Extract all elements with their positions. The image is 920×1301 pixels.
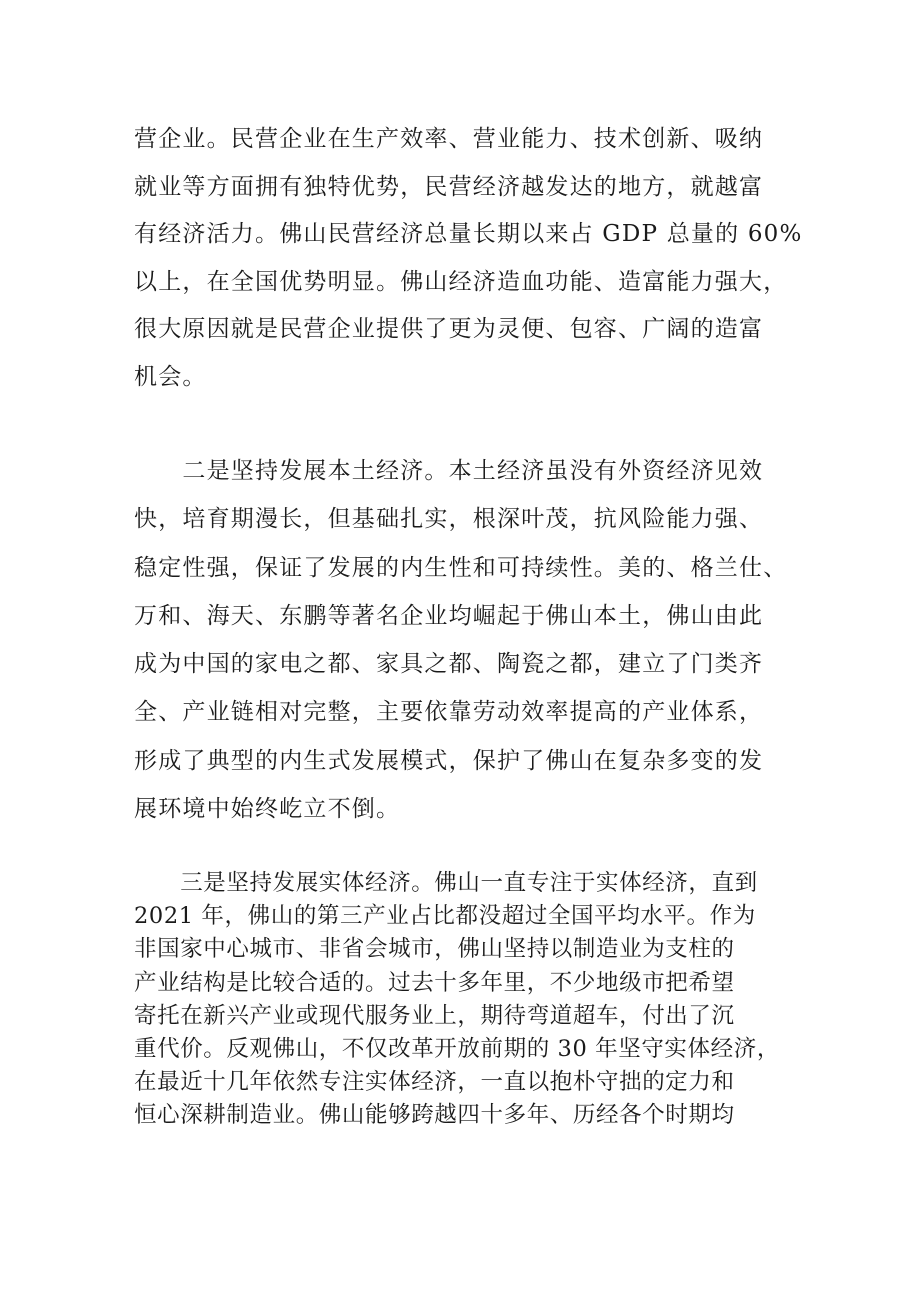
paragraph-local-economy — [134, 447, 796, 833]
text-line: 二是坚持发展本土经济。本土经济虽没有外资经济见效 — [134, 458, 764, 484]
text-line: 营企业。民营企业在生产效率、营业能力、技术创新、吸纳 — [134, 126, 764, 152]
text-line: 有经济活力。佛山民营经济总量长期以来占 GDP 总量的 60% — [134, 221, 803, 247]
text-line: 恒心深耕制造业。佛山能够跨越四十多年、历经各个时期均 — [134, 1102, 735, 1129]
text-line: 很大原因就是民营企业提供了更为灵便、包容、广阔的造富 — [134, 316, 764, 342]
text-line: 快，培育期漫长，但基础扎实，根深叶茂，抗风险能力强、 — [134, 506, 764, 533]
text-line: 在最近十几年依然专注实体经济，一直以抱朴守拙的定力和 — [134, 1069, 735, 1096]
text-line: 机会。 — [134, 363, 207, 390]
text-line: 以上，在全国优势明显。佛山经济造血功能、造富能力强大， — [134, 268, 788, 295]
text-line: 稳定性强，保证了发展的内生性和可持续性。美的、格兰仕、 — [134, 554, 788, 581]
text-line: 全、产业链相对完整，主要依靠劳动效率提高的产业体系， — [134, 699, 764, 726]
text-line: 三是坚持发展实体经济。佛山一直专注于实体经济，直到 — [134, 870, 758, 896]
text-line: 非国家中心城市、非省会城市，佛山坚持以制造业为支柱的 — [134, 936, 735, 963]
text-line: 万和、海天、东鹏等著名企业均崛起于佛山本土，佛山由此 — [134, 602, 764, 629]
text-line: 产业结构是比较合适的。过去十多年里，不少地级市把希望 — [134, 969, 735, 996]
text-line: 2021 年，佛山的第三产业占比都没超过全国平均水平。作为 — [134, 903, 756, 930]
text-line: 寄托在新兴产业或现代服务业上，期待弯道超车，付出了沉 — [134, 1002, 735, 1029]
paragraph-private-enterprise — [134, 116, 803, 401]
text-line: 就业等方面拥有独特优势，民营经济越发达的地方，就越富 — [134, 173, 764, 200]
text-line: 展环境中始终屹立不倒。 — [134, 796, 401, 823]
text-line: 成为中国的家电之都、家具之都、陶瓷之都，建立了门类齐 — [134, 651, 764, 678]
text-line: 形成了典型的内生式发展模式，保护了佛山在复杂多变的发 — [134, 747, 764, 774]
text-line: 重代价。反观佛山，不仅改革开放前期的 30 年坚守实体经济， — [134, 1036, 780, 1063]
paragraph-real-economy — [134, 867, 796, 1133]
